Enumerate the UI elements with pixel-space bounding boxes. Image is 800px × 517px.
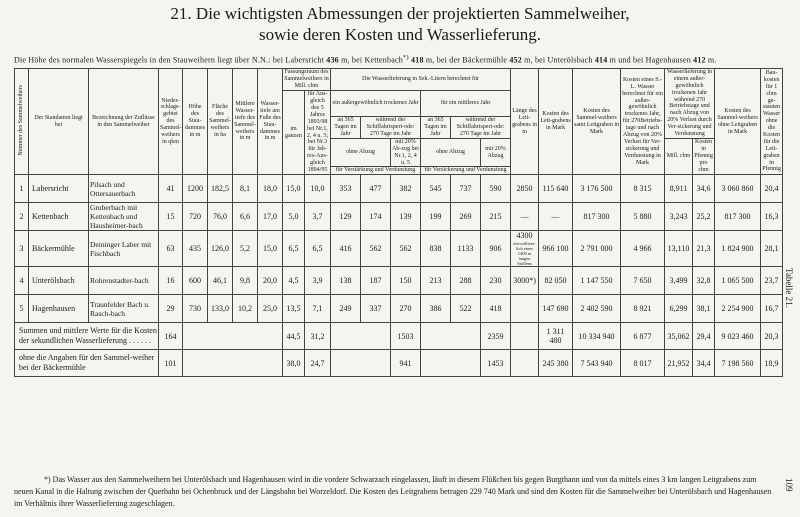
sum-cell-mill: 21,952 bbox=[665, 350, 693, 377]
cell-b2: 737 bbox=[451, 175, 481, 203]
cell-name: Hagenhausen bbox=[29, 295, 89, 323]
page-number: 109 bbox=[784, 478, 794, 492]
cell-k1: 4 966 bbox=[621, 231, 665, 267]
cell-laenge-note: ein-schliess-lich eines 1400 m langen Stollens bbox=[513, 240, 536, 267]
cell-name: Kettenbach bbox=[29, 203, 89, 231]
header-row-1 bbox=[15, 69, 783, 91]
header-kosten-leit: Kosten des Leit-grabens in Mark bbox=[539, 69, 573, 175]
cell-b1: 838 bbox=[421, 231, 451, 267]
sum-cell- bbox=[511, 323, 539, 350]
cell-b3: 230 bbox=[481, 267, 511, 295]
cell-pfg: 34,6 bbox=[693, 175, 715, 203]
cell-niederschlag: 29 bbox=[159, 295, 183, 323]
cell-mitt: 10,2 bbox=[233, 295, 258, 323]
sum-cell- bbox=[331, 323, 391, 350]
sum-cell-ksamt: 7 543 940 bbox=[573, 350, 621, 377]
sum-cell- bbox=[183, 350, 283, 377]
summary-row-total bbox=[15, 323, 783, 350]
sum-cell-label: ohne die Angaben für den Sammel-weiher bei der Bäckermühle bbox=[15, 350, 159, 377]
header-mit20a: mit 20% Ab-zug bei Nr.1, 2, 4 u. 5 bbox=[392, 138, 419, 166]
header-lieferung: Die Wasserlieferung in Sek.-Litern berechnet für bbox=[331, 69, 511, 91]
cell-mitt: 9,8 bbox=[233, 267, 258, 295]
table-row bbox=[15, 267, 783, 295]
cell-ksamt: 1 147 550 bbox=[573, 267, 621, 295]
sum-cell- bbox=[331, 350, 391, 377]
sum-cell- bbox=[511, 350, 539, 377]
sum-cell-pfg: 29,4 bbox=[693, 323, 715, 350]
cell-a3: 270 bbox=[391, 295, 421, 323]
cell-bau: 20,4 bbox=[761, 175, 783, 203]
cell-tiefe: 20,0 bbox=[258, 267, 283, 295]
header-270a: während der Schiffahrtsperi-ode: 270 Tage im Jahr bbox=[361, 117, 421, 139]
cell-a3: 150 bbox=[391, 267, 421, 295]
sum-cell-ausgl: 31,2 bbox=[305, 323, 331, 350]
cell-kohne: 2 254 900 bbox=[715, 295, 761, 323]
header-mit20b: mit 20% Abzug bbox=[481, 138, 511, 167]
cell-a2: 187 bbox=[361, 267, 391, 295]
cell-mitt: 5,2 bbox=[233, 231, 258, 267]
header-kosten-1sl: Kosten eines S.-L. Wasser berechnet für ein außer-gewöhnlich trockenes Jahr, für 270Betriebs-tage und nach Abzug von 20% Verlust für Ver-sickerung und Verdunstung in Mark bbox=[621, 69, 665, 175]
cell-a1: 416 bbox=[331, 231, 361, 267]
sum-cell-kohne: 7 198 560 bbox=[715, 350, 761, 377]
header-fassung-ausgleich: für Aus-gleich des 5 Jahres 1893/98 bei Nr.1, 2, 4 u. 5; bei Nr.3 für Jah-res-Aus-gleich 1894/95 bbox=[305, 90, 331, 175]
cell-kleit: 82 050 bbox=[539, 267, 573, 295]
cell-pfg: 32,8 bbox=[693, 267, 715, 295]
cell-kleit: 147 690 bbox=[539, 295, 573, 323]
cell-b2: 1133 bbox=[451, 231, 481, 267]
sum-cell-bau: 20,3 bbox=[761, 323, 783, 350]
cell-laenge bbox=[511, 231, 539, 267]
cell-ausgl: 6,5 bbox=[305, 231, 331, 267]
cell-a3: 562 bbox=[391, 231, 421, 267]
cell-b2: 522 bbox=[451, 295, 481, 323]
header-fassung-ganzen: im ganzen bbox=[283, 90, 305, 175]
header-laenge: Länge des Leit-grabens in m bbox=[511, 69, 539, 175]
cell-b2: 269 bbox=[451, 203, 481, 231]
sum-cell-mill: 35,062 bbox=[665, 323, 693, 350]
cell-a2: 562 bbox=[361, 231, 391, 267]
cell-ganzen: 13,5 bbox=[283, 295, 305, 323]
cell-b1: 386 bbox=[421, 295, 451, 323]
cell-mill: 3,243 bbox=[665, 203, 693, 231]
cell-bau: 23,7 bbox=[761, 267, 783, 295]
table-row bbox=[15, 295, 783, 323]
cell-laenge: 3000*) bbox=[511, 267, 539, 295]
cell-b3: 215 bbox=[481, 203, 511, 231]
cell-mill: 6,299 bbox=[665, 295, 693, 323]
cell-name: Unterölsbach bbox=[29, 267, 89, 295]
cell-ksamt: 3 176 500 bbox=[573, 175, 621, 203]
cell-ganzen: 6,5 bbox=[283, 231, 305, 267]
cell-flaeche: 46,1 bbox=[208, 267, 233, 295]
sum-cell-niederschlag: 164 bbox=[159, 323, 183, 350]
header-mill-cbm: Mill. cbm bbox=[665, 138, 693, 174]
header-aussergew: ein außergewöhnlich trockenes Jahr bbox=[331, 90, 421, 117]
cell-hoehe: 600 bbox=[183, 267, 208, 295]
header-365a: an 365 Tagen im Jahr bbox=[331, 117, 361, 139]
sum-cell- bbox=[183, 323, 283, 350]
cell-kleit: 966 100 bbox=[539, 231, 573, 267]
cell-laenge bbox=[511, 295, 539, 323]
sum-cell-ausgl: 24,7 bbox=[305, 350, 331, 377]
header-kosten-pfg: Kosten in Pfennig pro cbm bbox=[694, 139, 713, 173]
cell-nr: 2 bbox=[15, 203, 29, 231]
cell-ausgl: 3,7 bbox=[305, 203, 331, 231]
footnote: *) Das Wasser aus den Sammelweihern bei Unterölsbach und Hagenhausen wird in die vordere Schwarzach eingelassen, läuft in diesem Flüßchen bis gegen Burgthann und von da mittels eines 3 km langen Leitgrabens zum neuen Kanal in die Haltung zwischen der Querbahn bei Ochenbruck und der Längsbahn bei Worzeldorf. Die Kosten des Leitgrabens betragen 229 740 Mark und sind den Kosten für die Sammelweiher bei Unterölsbach und Hagenhausen im Verhältnis ihrer Wasserlieferung zugeschlagen. bbox=[14, 475, 772, 508]
cell-laenge-value: 4300 bbox=[516, 231, 533, 241]
cell-kleit: — bbox=[539, 203, 573, 231]
cell-a1: 138 bbox=[331, 267, 361, 295]
sum-cell-b3: 2359 bbox=[481, 323, 511, 350]
header-wasserlief: Wasserlieferung in einem außer-gewöhnlich trockenen Jahr während 270 Betriebstage und nach Abzug von 20% Verlust durch Ver-sickerung und Verdunstung bbox=[665, 69, 715, 139]
cell-flaeche: 182,5 bbox=[208, 175, 233, 203]
cell-a3: 382 bbox=[391, 175, 421, 203]
cell-ksamt: 2 791 000 bbox=[573, 231, 621, 267]
cell-niederschlag: 16 bbox=[159, 267, 183, 295]
sum-cell-a3: 941 bbox=[391, 350, 421, 377]
table-title: 21. Die wichtigsten Abmessungen der projektierten Sammelweiher, bbox=[170, 4, 630, 23]
cell-mill: 13,110 bbox=[665, 231, 693, 267]
cell-trib: Pilsach und Ottersauerbach bbox=[89, 175, 159, 203]
cell-k1: 7 650 bbox=[621, 267, 665, 295]
header-flaeche: Fläche des Sammel-weihers in ha bbox=[208, 69, 233, 175]
sum-cell-pfg: 34,4 bbox=[693, 350, 715, 377]
header-kosten-sammel: Kosten des Sammel-weihers samt Leitgraben in Mark bbox=[573, 69, 621, 175]
cell-b3: 590 bbox=[481, 175, 511, 203]
cell-kohne: 3 060 860 bbox=[715, 175, 761, 203]
cell-a2: 174 bbox=[361, 203, 391, 231]
header-kosten-ohne: Kosten des Sammel-weihers ohne Leitgraben in Mark bbox=[715, 69, 761, 175]
sum-cell-b3: 1453 bbox=[481, 350, 511, 377]
cell-tiefe: 17,0 bbox=[258, 203, 283, 231]
cell-ganzen: 5,0 bbox=[283, 203, 305, 231]
cell-ausgl: 7,1 bbox=[305, 295, 331, 323]
header-standamm: Der Standamm liegt bei bbox=[29, 69, 89, 175]
cell-a1: 353 bbox=[331, 175, 361, 203]
header-zufluesse: Bezeichnung der Zuflüsse in den Sammelweiher bbox=[89, 69, 159, 175]
cell-bau: 16,3 bbox=[761, 203, 783, 231]
cell-nr: 1 bbox=[15, 175, 29, 203]
cell-niederschlag: 63 bbox=[159, 231, 183, 267]
sum-cell-ksamt: 10 334 940 bbox=[573, 323, 621, 350]
height-note: Die Höhe des normalen Wasserspiegels in den Stauweihern liegt über N.N.: bei Labersricht 436 m, bei Kettenbach*) 418 m, bei der Bäckermühle 452 m, bei Unterölsbach 414 m und bei Hagenhausen 412 m. bbox=[14, 54, 717, 65]
cell-pfg: 38,1 bbox=[693, 295, 715, 323]
cell-b1: 213 bbox=[421, 267, 451, 295]
cell-hoehe: 730 bbox=[183, 295, 208, 323]
cell-a2: 477 bbox=[361, 175, 391, 203]
cell-b2: 288 bbox=[451, 267, 481, 295]
cell-a3: 139 bbox=[391, 203, 421, 231]
cell-mill: 3,499 bbox=[665, 267, 693, 295]
header-365b: an 365 Tagen im Jahr bbox=[421, 117, 451, 139]
header-fassung: Fassungsraum des Sammelweihers in Mill. cbm bbox=[284, 69, 329, 89]
cell-niederschlag: 15 bbox=[159, 203, 183, 231]
sum-cell-kleit: 1 311 480 bbox=[539, 323, 573, 350]
cell-bau: 28,1 bbox=[761, 231, 783, 267]
sum-cell-label: Summen und mittlere Werte für die Kosten der sekundlichen Wasserlieferung . . . . . . bbox=[15, 323, 159, 350]
header-ohne-abzug-b: ohne Abzug bbox=[421, 138, 481, 167]
data-table bbox=[14, 68, 783, 377]
cell-b3: 906 bbox=[481, 231, 511, 267]
cell-b1: 545 bbox=[421, 175, 451, 203]
cell-a2: 337 bbox=[361, 295, 391, 323]
cell-kohne: 1 824 900 bbox=[715, 231, 761, 267]
header-nummer: Nummer des Sammelweihers bbox=[15, 69, 29, 175]
cell-hoehe: 435 bbox=[183, 231, 208, 267]
sum-cell-ganzen: 38,0 bbox=[283, 350, 305, 377]
header-mittlere-tiefe: Mittlere Wasser-tiefe des Sammel-weihers in m bbox=[233, 69, 258, 175]
header-270b: während der Schiffahrtsperi-ode: 270 Tage im Jahr bbox=[451, 117, 511, 139]
cell-pfg: 25,2 bbox=[693, 203, 715, 231]
cell-tiefe: 18,0 bbox=[258, 175, 283, 203]
cell-tiefe: 25,0 bbox=[258, 295, 283, 323]
sum-cell- bbox=[421, 323, 481, 350]
sum-cell-a3: 1503 bbox=[391, 323, 421, 350]
cell-k1: 8 921 bbox=[621, 295, 665, 323]
sum-cell-niederschlag: 101 bbox=[159, 350, 183, 377]
cell-trib: Gruberbach mit Kettenbach und Hausheimer-bach bbox=[89, 203, 159, 231]
sum-cell-kohne: 9 023 460 bbox=[715, 323, 761, 350]
cell-name: Labersricht bbox=[29, 175, 89, 203]
cell-ganzen: 4,5 bbox=[283, 267, 305, 295]
cell-kohne: 1 065 500 bbox=[715, 267, 761, 295]
cell-ausgl: 10,0 bbox=[305, 175, 331, 203]
sum-cell-ganzen: 44,5 bbox=[283, 323, 305, 350]
table-row bbox=[15, 203, 783, 231]
cell-nr: 3 bbox=[15, 231, 29, 267]
summary-row-without-baeckermuehle bbox=[15, 350, 783, 377]
cell-a1: 249 bbox=[331, 295, 361, 323]
cell-trib: Traunfelder Bach u. Rasch-bach bbox=[89, 295, 159, 323]
cell-b3: 418 bbox=[481, 295, 511, 323]
header-hoehe: Höhe des Stau-dammes in m bbox=[183, 69, 208, 175]
cell-tiefe: 15,0 bbox=[258, 231, 283, 267]
sum-cell-k1: 8 017 bbox=[621, 350, 665, 377]
sum-cell-k1: 6 877 bbox=[621, 323, 665, 350]
cell-ganzen: 15,0 bbox=[283, 175, 305, 203]
cell-b1: 199 bbox=[421, 203, 451, 231]
cell-kohne: 817 300 bbox=[715, 203, 761, 231]
cell-mitt: 8,1 bbox=[233, 175, 258, 203]
table-subtitle: sowie deren Kosten und Wasserlieferung. bbox=[258, 25, 542, 44]
cell-laenge: — bbox=[511, 203, 539, 231]
header-baukosten: Bau-kosten für 1 cbm ge-stauten Wasser ohne die Kosten für die Leit-graben in Pfennig bbox=[761, 69, 783, 175]
cell-a1: 129 bbox=[331, 203, 361, 231]
sum-cell- bbox=[421, 350, 481, 377]
cell-name: Bäckermühle bbox=[29, 231, 89, 267]
cell-flaeche: 133,0 bbox=[208, 295, 233, 323]
header-wassertiefe: Wasser-tiefe am Fuße des Stau-dammes in m bbox=[258, 69, 283, 175]
cell-bau: 16,7 bbox=[761, 295, 783, 323]
cell-kleit: 115 640 bbox=[539, 175, 573, 203]
cell-flaeche: 76,0 bbox=[208, 203, 233, 231]
cell-hoehe: 1200 bbox=[183, 175, 208, 203]
cell-ksamt: 2 402 590 bbox=[573, 295, 621, 323]
cell-nr: 4 bbox=[15, 267, 29, 295]
header-verstaerkung-a: für Verstärkung und Verdunstung bbox=[331, 167, 421, 175]
cell-hoehe: 720 bbox=[183, 203, 208, 231]
sum-cell-kleit: 245 380 bbox=[539, 350, 573, 377]
cell-k1: 5 880 bbox=[621, 203, 665, 231]
header-verstaerkung-b: für Versickerung und Verdunstung bbox=[421, 167, 511, 175]
cell-mill: 8,911 bbox=[665, 175, 693, 203]
cell-ausgl: 3,9 bbox=[305, 267, 331, 295]
cell-k1: 8 315 bbox=[621, 175, 665, 203]
header-ohne-abzug-a: ohne Abzug bbox=[331, 138, 391, 167]
table-row bbox=[15, 231, 783, 267]
cell-niederschlag: 41 bbox=[159, 175, 183, 203]
table-row bbox=[15, 175, 783, 203]
header-mittleres: für ein mittleres Jahr bbox=[421, 90, 511, 117]
cell-trib: Rohrenstadter-bach bbox=[89, 267, 159, 295]
sum-cell-bau: 18,9 bbox=[761, 350, 783, 377]
cell-nr: 5 bbox=[15, 295, 29, 323]
cell-laenge: 2850 bbox=[511, 175, 539, 203]
cell-flaeche: 126,0 bbox=[208, 231, 233, 267]
cell-mitt: 6,6 bbox=[233, 203, 258, 231]
cell-pfg: 21,3 bbox=[693, 231, 715, 267]
cell-ksamt: 817 300 bbox=[573, 203, 621, 231]
side-label-table: Tabelle 21. bbox=[784, 268, 794, 308]
header-niederschlag: Nieder-schlags-gebiet des Sammel-weihers in qkm bbox=[159, 69, 183, 175]
cell-trib: Deininger Laber mit Fischbach bbox=[89, 231, 159, 267]
